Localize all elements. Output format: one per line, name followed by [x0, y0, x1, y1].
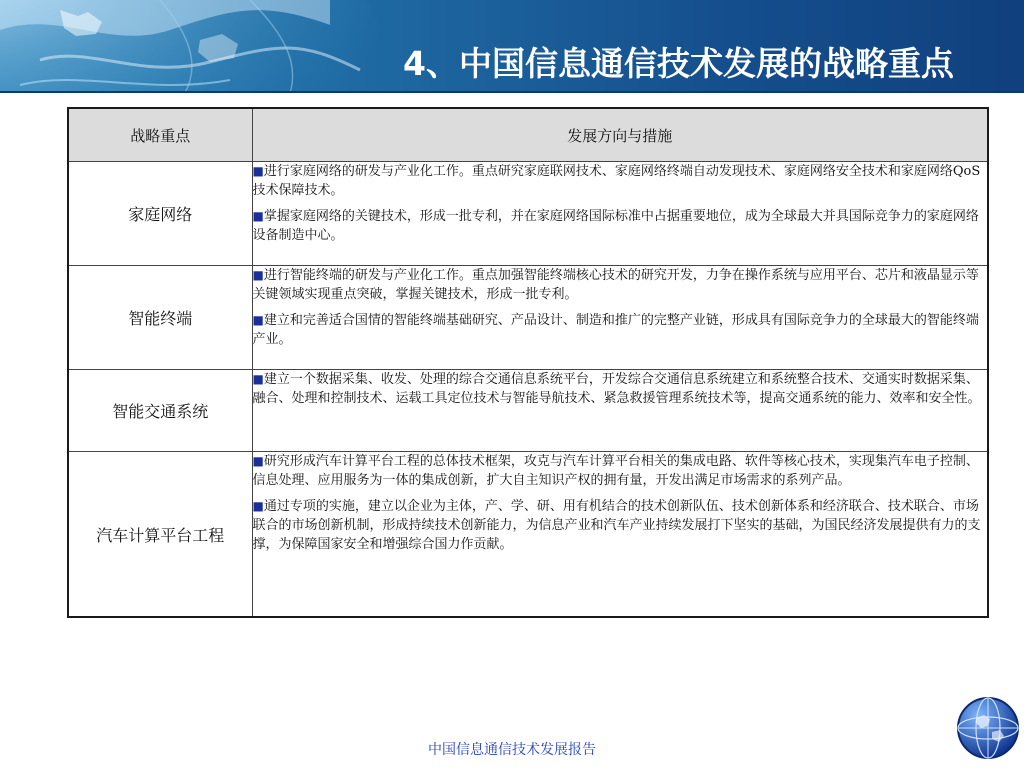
- measure-text: 通过专项的实施，建立以企业为主体，产、学、研、用有机结合的技术创新队伍、技术创新体系和经济联合、技术联合、市场联合的市场创新机制，形成持续技术创新能力，为信息产业和汽车产业持续发展打下坚实的基础，为国民经济发展提供有力的支撑，为保障国家安全和增强综合国力作贡献。: [252, 499, 981, 552]
- row-area-vehicle-computing: 汽车计算平台工程: [68, 452, 252, 618]
- bullet-square-icon: ■: [252, 499, 264, 513]
- bullet-square-icon: ■: [252, 313, 264, 327]
- title-banner: [0, 0, 1024, 93]
- measure-item: [253, 311, 988, 349]
- measure-text: 研究形成汽车计算平台工程的总体技术框架，攻克与汽车计算平台相关的集成电路、软件等核心技术，实现集汽车电子控制、信息处理、应用服务为一体的集成创新，扩大自主知识产权的拥有量，开发出满足市场需求的系列产品。: [252, 454, 979, 488]
- measure-item: [253, 207, 988, 245]
- row-measures-cell: [252, 162, 988, 266]
- row-area-smart-terminal: 智能终端: [68, 266, 252, 370]
- measure-text: 掌握家庭网络的关键技术，形成一批专利，并在家庭网络国际标准中占据重要地位，成为全球最大并具国际竞争力的家庭网络设备制造中心。: [252, 209, 979, 243]
- banner-divider: [0, 91, 1024, 93]
- table-row: [68, 162, 988, 266]
- slide-footer: 中国信息通信技术发展报告: [428, 742, 596, 758]
- strategy-table: [67, 107, 989, 618]
- slide-title: 4、中国信息通信技术发展的战略重点: [403, 44, 954, 83]
- row-area-intelligent-transport: 智能交通系统: [68, 370, 252, 452]
- row-area-home-network: 家庭网络: [68, 162, 252, 266]
- bullet-square-icon: ■: [252, 164, 264, 178]
- bullet-square-icon: ■: [252, 268, 264, 282]
- table-row: [68, 452, 988, 618]
- measure-item: [253, 497, 988, 554]
- measure-text: 建立和完善适合国情的智能终端基础研究、产品设计、制造和推广的完整产业链，形成具有国际竞争力的全球最大的智能终端产业。: [252, 313, 979, 347]
- table-header-row: [68, 108, 988, 162]
- strategy-table-container: [67, 107, 987, 618]
- measure-item: [253, 452, 988, 490]
- measure-text: 建立一个数据采集、收发、处理的综合交通信息系统平台，开发综合交通信息系统建立和系统整合技术、交通实时数据采集、融合、处理和控制技术、运载工具定位技术与智能导航技术、紧急救援管理系统技术等，提高交通系统的能力、效率和安全性。: [252, 372, 981, 406]
- header-direction-measures: 发展方向与措施: [252, 108, 988, 162]
- bullet-square-icon: ■: [252, 209, 264, 223]
- measure-item: [253, 266, 988, 304]
- bullet-square-icon: ■: [252, 372, 264, 386]
- bullet-square-icon: ■: [252, 454, 264, 468]
- measure-item: [253, 162, 988, 200]
- row-measures-cell: [252, 452, 988, 618]
- measure-text: 进行智能终端的研发与产业化工作。重点加强智能终端核心技术的研究开发，力争在操作系统与应用平台、芯片和液晶显示等关键领域实现重点突破，掌握关键技术，形成一批专利。: [252, 268, 979, 302]
- row-measures-cell: [252, 266, 988, 370]
- measure-item: [253, 370, 988, 408]
- table-row: [68, 370, 988, 452]
- measure-text: 进行家庭网络的研发与产业化工作。重点研究家庭联网技术、家庭网络终端自动发现技术、家庭网络安全技术和家庭网络QoS技术保障技术。: [252, 164, 981, 198]
- row-measures-cell: [252, 370, 988, 452]
- table-row: [68, 266, 988, 370]
- header-strategy-focus: 战略重点: [68, 108, 252, 162]
